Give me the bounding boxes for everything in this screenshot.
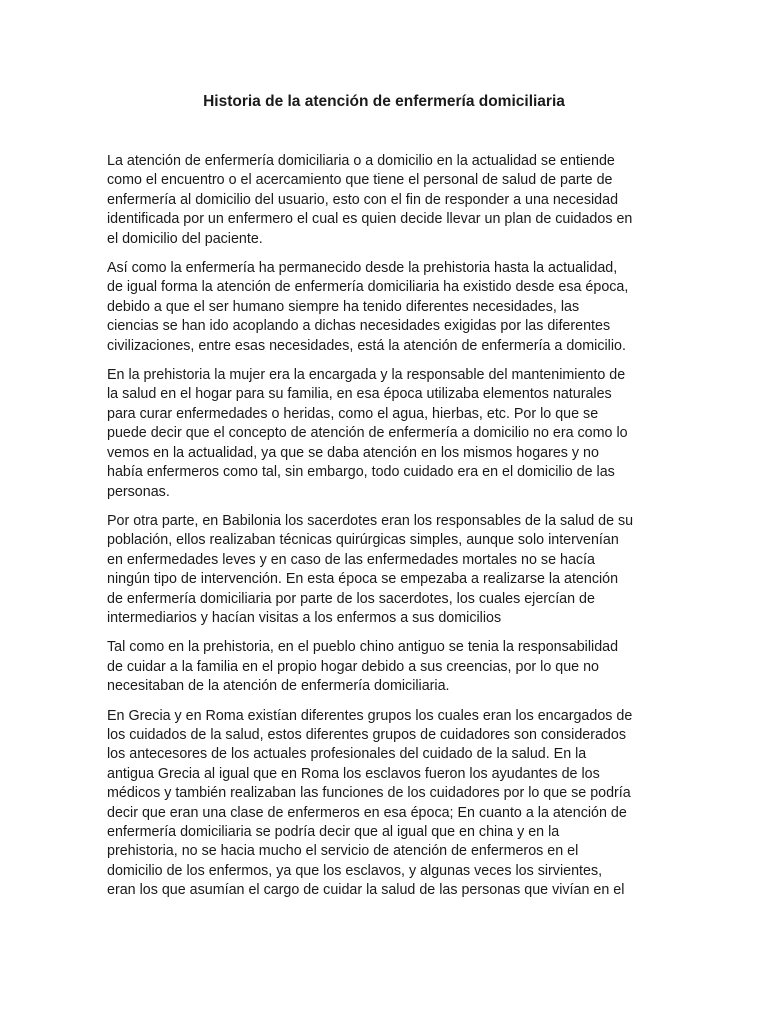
text-line: de enfermería domiciliaria por parte de los sacerdotes, los cuales ejercían de: [107, 590, 595, 607]
text-line: ningún tipo de intervención. En esta época se empezaba a realizarse la atención: [107, 571, 619, 588]
text-line: Tal como en la prehistoria, en el pueblo chino antiguo se tenia la responsabilidad: [107, 639, 619, 656]
text-line: como el encuentro o el acercamiento que tiene el personal de salud de parte de: [107, 172, 613, 189]
text-line: enfermería domiciliaria se podría decir que al igual que en china y en la: [107, 824, 560, 840]
text-line: médicos y también realizaban las funciones de los cuidadores por lo que se podría: [107, 785, 631, 802]
text-line: personas.: [107, 483, 170, 500]
text-line: enfermería al domicilio del usuario, esto con el fin de responder a una necesidad: [107, 191, 619, 208]
document-title: Historia de la atención de enfermería domiciliaria: [203, 93, 565, 110]
text-line: antigua Grecia al igual que en Roma los esclavos fueron los ayudantes de los: [107, 765, 600, 782]
text-line: Por otra parte, en Babilonia los sacerdotes eran los responsables de la salud de su: [107, 512, 634, 529]
text-line: necesitaban de la atención de enfermería domiciliaria.: [107, 678, 450, 695]
text-line: civilizaciones, entre esas necesidades, está la atención de enfermería a domicilio.: [107, 337, 626, 354]
text-line: de igual forma la atención de enfermería domiciliaria ha existido desde esa época,: [107, 279, 629, 296]
text-line: En Grecia y en Roma existían diferentes grupos los cuales eran los encargados de: [107, 707, 633, 724]
text-line: eran los que asumían el cargo de cuidar la salud de las personas que vivían en el: [107, 882, 625, 899]
document-body: [107, 152, 667, 911]
text-line: los antecesores de los actuales profesionales del cuidado de la salud. En la: [107, 746, 587, 763]
paragraph-6: [107, 707, 667, 901]
text-line: En la prehistoria la mujer era la encargada y la responsable del mantenimiento de: [107, 367, 626, 384]
text-line: población, ellos realizaban técnicas quirúrgicas simples, aunque solo intervenían: [107, 532, 619, 549]
text-line: decir que eran una clase de enfermeros en esa época; En cuanto a la atención de: [107, 804, 627, 821]
text-line: identificada por un enfermero el cual es quien decide llevar un plan de cuidados en: [107, 211, 633, 228]
text-line: vemos en la actualidad, ya que se daba atención en los mismos hogares y no: [107, 444, 599, 461]
text-line: la salud en el hogar para su familia, en esa época utilizaba elementos naturales: [107, 386, 612, 403]
paragraph-4: [107, 512, 667, 628]
paragraph-2: [107, 259, 667, 356]
text-line: los cuidados de la salud, estos diferentes grupos de cuidadores son considerados: [107, 726, 626, 743]
text-line: en enfermedades leves y en caso de las enfermedades mortales no se hacía: [107, 551, 595, 568]
text-line: ciencias se han ido acoplando a dichas necesidades exigidas por las diferentes: [107, 318, 611, 335]
paragraph-1: [107, 152, 667, 249]
paragraph-5: [107, 638, 667, 696]
text-line: de cuidar a la familia en el propio hogar debido a sus creencias, por lo que no: [107, 658, 599, 675]
text-line: prehistoria, no se hacia mucho el servicio de atención de enfermeros en el: [107, 843, 579, 860]
text-line: puede decir que el concepto de atención de enfermería a domicilio no era como lo: [107, 425, 628, 442]
paragraph-3: [107, 366, 667, 502]
text-line: debido a que el ser humano siempre ha tenido diferentes necesidades, las: [107, 298, 580, 315]
text-line: Así como la enfermería ha permanecido desde la prehistoria hasta la actualidad,: [107, 260, 618, 277]
text-line: La atención de enfermería domiciliaria o a domicilio en la actualidad se entiende: [107, 153, 615, 169]
text-line: para curar enfermedades o heridas, como el agua, hierbas, etc. Por lo que se: [107, 405, 599, 422]
text-line: había enfermeros como tal, sin embargo, todo cuidado era en el domicilio de las: [107, 464, 615, 481]
text-line: intermediarios y hacían visitas a los enfermos a sus domicilios: [107, 609, 502, 626]
text-line: domicilio de los enfermos, ya que los esclavos, y algunas veces los sirvientes,: [107, 862, 603, 879]
text-line: el domicilio del paciente.: [107, 230, 263, 247]
